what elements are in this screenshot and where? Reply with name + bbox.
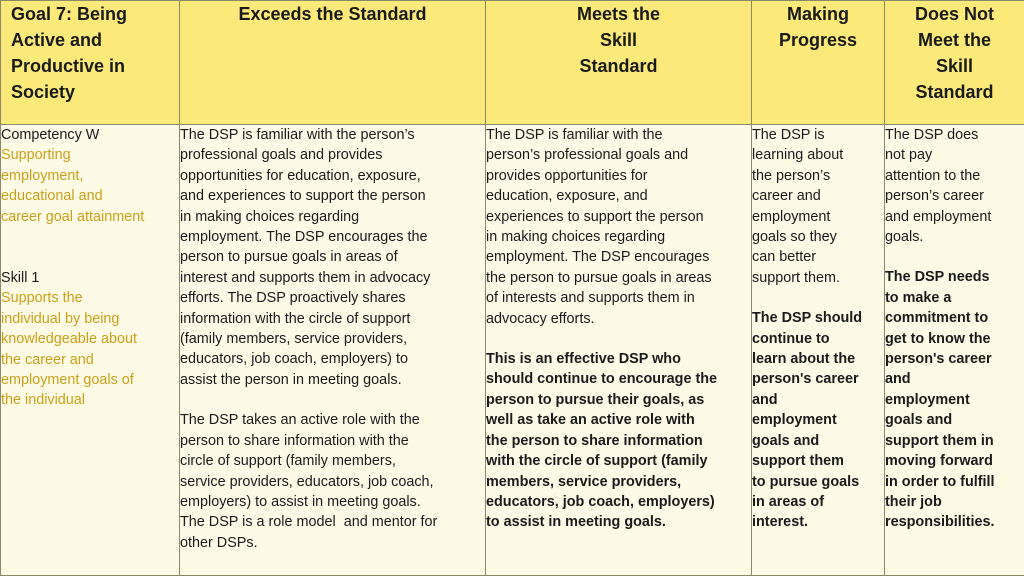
spacer: [1, 227, 179, 268]
skill-desc-line: the individual: [1, 392, 86, 409]
spacer: [752, 288, 884, 308]
text-line: career and: [752, 188, 821, 205]
text-line: person's career: [885, 351, 992, 368]
cell-goal: [1, 125, 180, 576]
spacer: [180, 390, 485, 410]
header-goal: [1, 1, 180, 125]
text-line: educators, job coach, employers) to: [180, 351, 408, 368]
text-line: to assist in meeting goals.: [486, 514, 666, 531]
text-line: goals.: [885, 229, 924, 246]
text-line: The DSP is: [752, 127, 825, 143]
skill-label: Skill 1: [1, 270, 40, 287]
text-line: education, exposure, and: [486, 188, 648, 205]
text-line: person to share information with the: [180, 432, 409, 449]
text-line: in making choices regarding: [486, 229, 666, 246]
text-line: can better: [752, 249, 816, 266]
text-line: professional goals and provides: [180, 147, 383, 164]
header-line: Exceeds the Standard: [238, 4, 427, 24]
text-line: with the circle of support (family: [486, 453, 708, 470]
cell-progress: [752, 125, 885, 576]
text-line: goals and: [885, 412, 953, 429]
text-line: advocacy efforts.: [486, 310, 595, 327]
text-line: the person to share information: [486, 432, 703, 449]
text-line: members, service providers,: [486, 473, 682, 490]
text-line: not pay: [885, 147, 933, 164]
header-meets: [486, 1, 752, 125]
cell-exceeds: [180, 125, 486, 576]
header-line: Progress: [778, 30, 858, 50]
text-line: The DSP is familiar with the: [486, 127, 663, 143]
header-line: Making: [786, 4, 849, 24]
skill-desc-line: individual by being: [1, 310, 120, 327]
skill-desc-line: employment goals of: [1, 372, 134, 389]
text-line: The DSP is familiar with the person’s: [180, 127, 415, 143]
competency-label: Competency W: [1, 127, 100, 143]
competency-desc-line: employment,: [1, 167, 84, 184]
competency-desc-line: career goal attainment: [1, 208, 145, 225]
text-line: efforts. The DSP proactively shares: [180, 290, 406, 307]
skill-desc-line: Supports the: [1, 290, 83, 307]
header-does-not-meet: [885, 1, 1024, 125]
text-line: to pursue goals: [752, 473, 860, 490]
text-line: should continue to encourage the: [486, 371, 718, 388]
content-row: [1, 125, 1024, 576]
text-line: their job: [885, 493, 942, 510]
text-line: The DSP is a role model and mentor for: [180, 514, 438, 531]
text-line: of interests and supports them in: [486, 290, 695, 307]
spacer: [486, 329, 751, 349]
header-exceeds: [180, 1, 486, 125]
header-line: Goal 7: Being: [11, 4, 128, 24]
text-line: continue to: [752, 330, 830, 347]
header-line: Society: [11, 82, 76, 102]
text-line: support them: [752, 453, 844, 470]
text-line: experiences to support the person: [486, 208, 704, 225]
text-line: interest.: [752, 514, 808, 531]
text-line: person's career: [752, 371, 859, 388]
text-line: circle of support (family members,: [180, 453, 396, 470]
text-line: employment: [752, 208, 831, 225]
competency-desc-line: educational and: [1, 188, 103, 205]
competency-desc-line: Supporting: [1, 147, 71, 164]
header-line: Meet the: [917, 30, 991, 50]
text-line: get to know the: [885, 330, 991, 347]
header-line: Does Not: [914, 4, 994, 24]
text-line: learn about the: [752, 351, 856, 368]
text-line: person’s professional goals and: [486, 147, 689, 164]
text-line: in order to fulfill: [885, 473, 995, 490]
text-line: employment: [885, 391, 970, 408]
text-line: interest and supports them in advocacy: [180, 269, 431, 286]
text-line: the person’s: [752, 167, 831, 184]
cell-does-not-meet: [885, 125, 1024, 576]
text-line: responsibilities.: [885, 514, 995, 531]
text-line: information with the circle of support: [180, 310, 411, 327]
text-line: and: [885, 371, 911, 388]
skill-desc-line: knowledgeable about: [1, 331, 138, 348]
header-line: Active and: [11, 30, 103, 50]
header-line: Skill: [935, 56, 974, 76]
text-line: The DSP takes an active role with the: [180, 412, 420, 429]
text-line: well as take an active role with: [486, 412, 695, 429]
text-line: provides opportunities for: [486, 167, 648, 184]
text-line: goals so they: [752, 229, 837, 246]
text-line: and experiences to support the person: [180, 188, 426, 205]
text-line: in making choices regarding: [180, 208, 360, 225]
text-line: person to pursue goals in areas of: [180, 249, 398, 266]
text-line: The DSP does: [885, 127, 979, 143]
text-line: employment. The DSP encourages: [486, 249, 710, 266]
text-line: (family members, service providers,: [180, 331, 408, 348]
text-line: in areas of: [752, 493, 824, 510]
text-line: and employment: [885, 208, 992, 225]
text-line: opportunities for education, exposure,: [180, 167, 421, 184]
text-line: service providers, educators, job coach,: [180, 473, 434, 490]
text-line: person’s career: [885, 188, 984, 205]
spacer: [885, 247, 1024, 267]
text-line: and: [752, 391, 778, 408]
text-line: goals and: [752, 432, 820, 449]
text-line: The DSP should: [752, 310, 863, 327]
text-line: employers) to assist in meeting goals.: [180, 493, 421, 510]
text-line: employment. The DSP encourages the: [180, 229, 428, 246]
skill-desc-line: the career and: [1, 351, 94, 368]
text-line: support them.: [752, 269, 840, 286]
header-line: Meets the: [576, 4, 661, 24]
header-row: [1, 1, 1024, 125]
text-line: learning about: [752, 147, 844, 164]
cell-meets: [486, 125, 752, 576]
text-line: This is an effective DSP who: [486, 351, 681, 368]
header-progress: [752, 1, 885, 125]
text-line: attention to the: [885, 167, 981, 184]
text-line: employment: [752, 412, 837, 429]
text-line: moving forward: [885, 453, 993, 470]
text-line: educators, job coach, employers): [486, 493, 715, 510]
text-line: assist the person in meeting goals.: [180, 371, 402, 388]
header-line: Productive in: [11, 56, 126, 76]
text-line: support them in: [885, 432, 994, 449]
header-line: Standard: [915, 82, 994, 102]
header-line: Standard: [579, 56, 658, 76]
text-line: commitment to: [885, 310, 989, 327]
text-line: person to pursue their goals, as: [486, 391, 705, 408]
text-line: to make a: [885, 289, 952, 306]
header-line: Skill: [599, 30, 638, 50]
text-line: The DSP needs: [885, 269, 990, 286]
text-line: the person to pursue goals in areas: [486, 269, 712, 286]
text-line: other DSPs.: [180, 534, 258, 551]
